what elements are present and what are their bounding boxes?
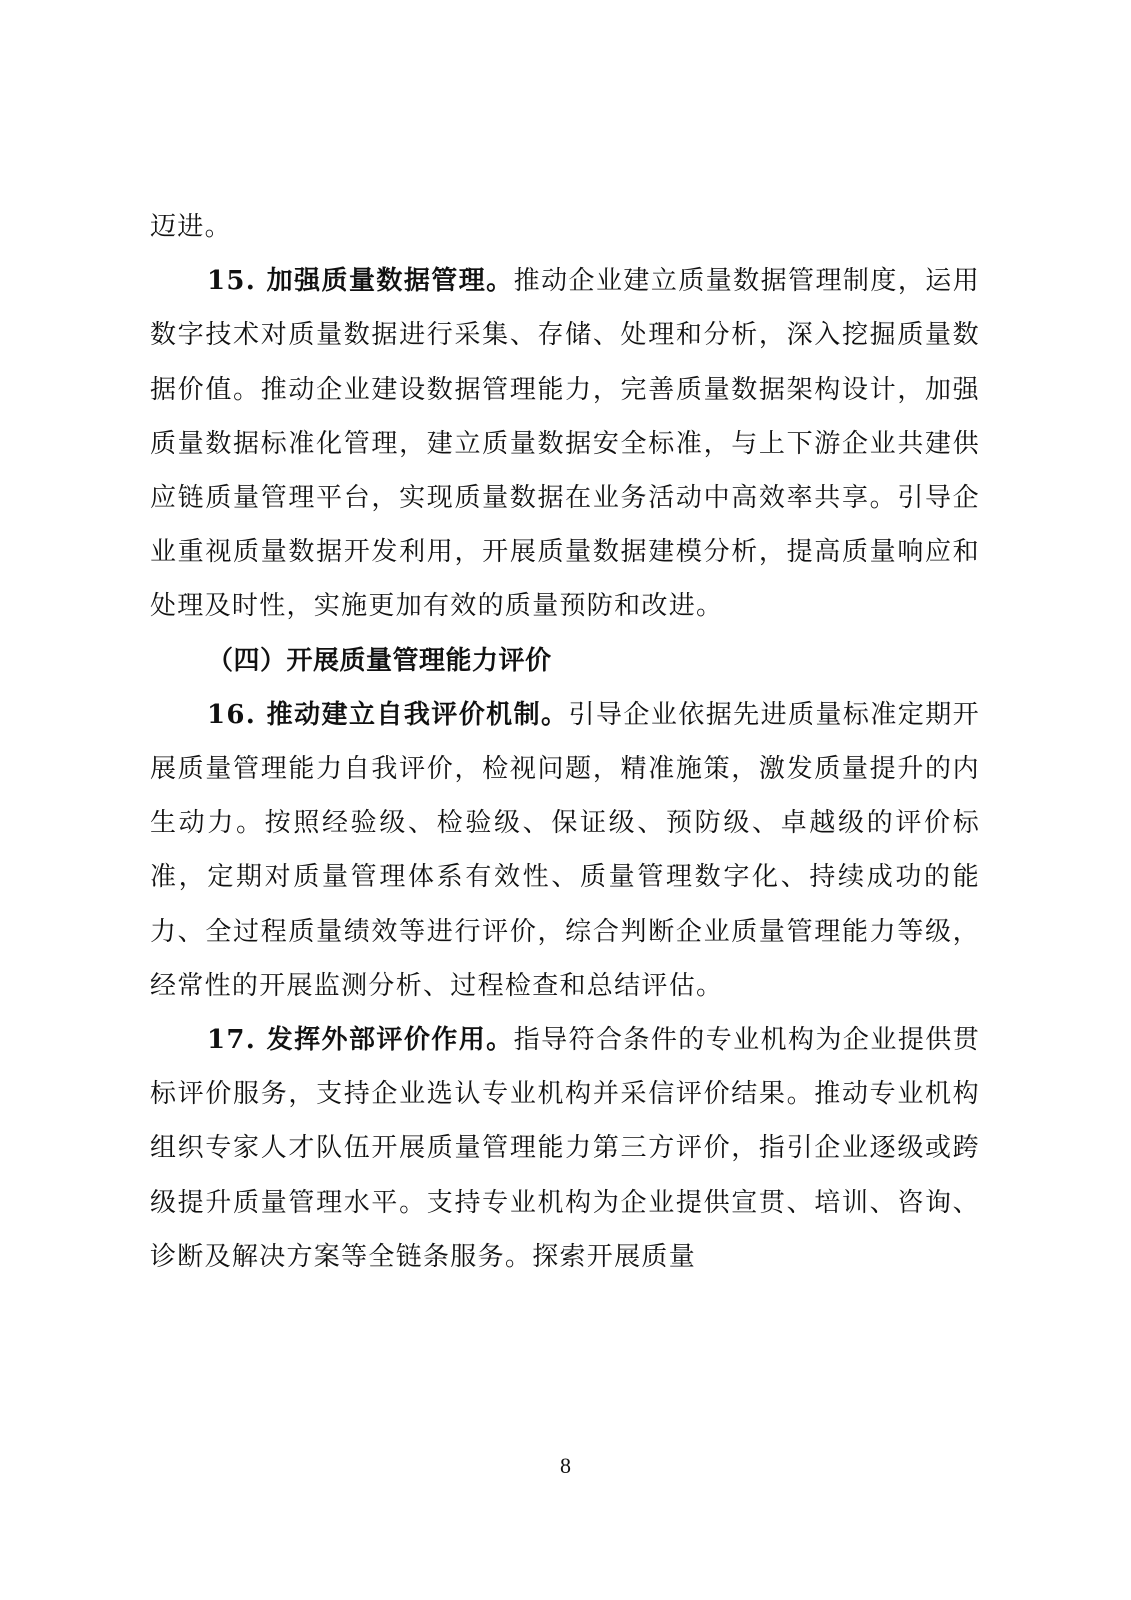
item-17-body: 指导符合条件的专业机构为企业提供贯标评价服务，支持企业选认专业机构并采信评价结果。推动专业机构组织专家人才队伍开展质量管理能力第三方评价，指引企业逐级或跨级提升质量管理水平。支持专业机构为企业提供宣贯、培训、咨询、诊断及解决方案等全链条服务。探索开展质量 [150,1025,981,1272]
item-16-title: 16. 推动建立自我评价机制。 [207,699,569,730]
page-number: 8 [560,1453,571,1478]
item-17-title: 17. 发挥外部评价作用。 [207,1025,514,1056]
body-text [150,200,980,1284]
item-15-title: 15. 加强质量数据管理。 [207,266,514,297]
section-heading: （四）开展质量管理能力评价 [207,645,552,676]
item-17-paragraph [150,1013,980,1284]
item-15-body: 推动企业建立质量数据管理制度，运用数字技术对质量数据进行采集、存储、处理和分析，深入挖掘质量数据价值。推动企业建设数据管理能力，完善质量数据架构设计，加强质量数据标准化管理，建立质量数据安全标准，与上下游企业共建供应链质量管理平台，实现质量数据在业务活动中高效率共享。引导企业重视质量数据开发利用，开展质量数据建模分析，提高质量响应和处理及时性，实施更加有效的质量预防和改进。 [150,266,981,622]
continuation-paragraph: 迈进。 [150,212,232,242]
item-15-paragraph [150,254,980,633]
item-16-paragraph [150,688,980,1013]
item-16-body: 引导企业依据先进质量标准定期开展质量管理能力自我评价，检视问题，精准施策，激发质量提升的内生动力。按照经验级、检验级、保证级、预防级、卓越级的评价标准，定期对质量管理体系有效性、质量管理数字化、持续成功的能力、全过程质量绩效等进行评价，综合判断企业质量管理能力等级，经常性的开展监测分析、过程检查和总结评估。 [150,699,980,1001]
